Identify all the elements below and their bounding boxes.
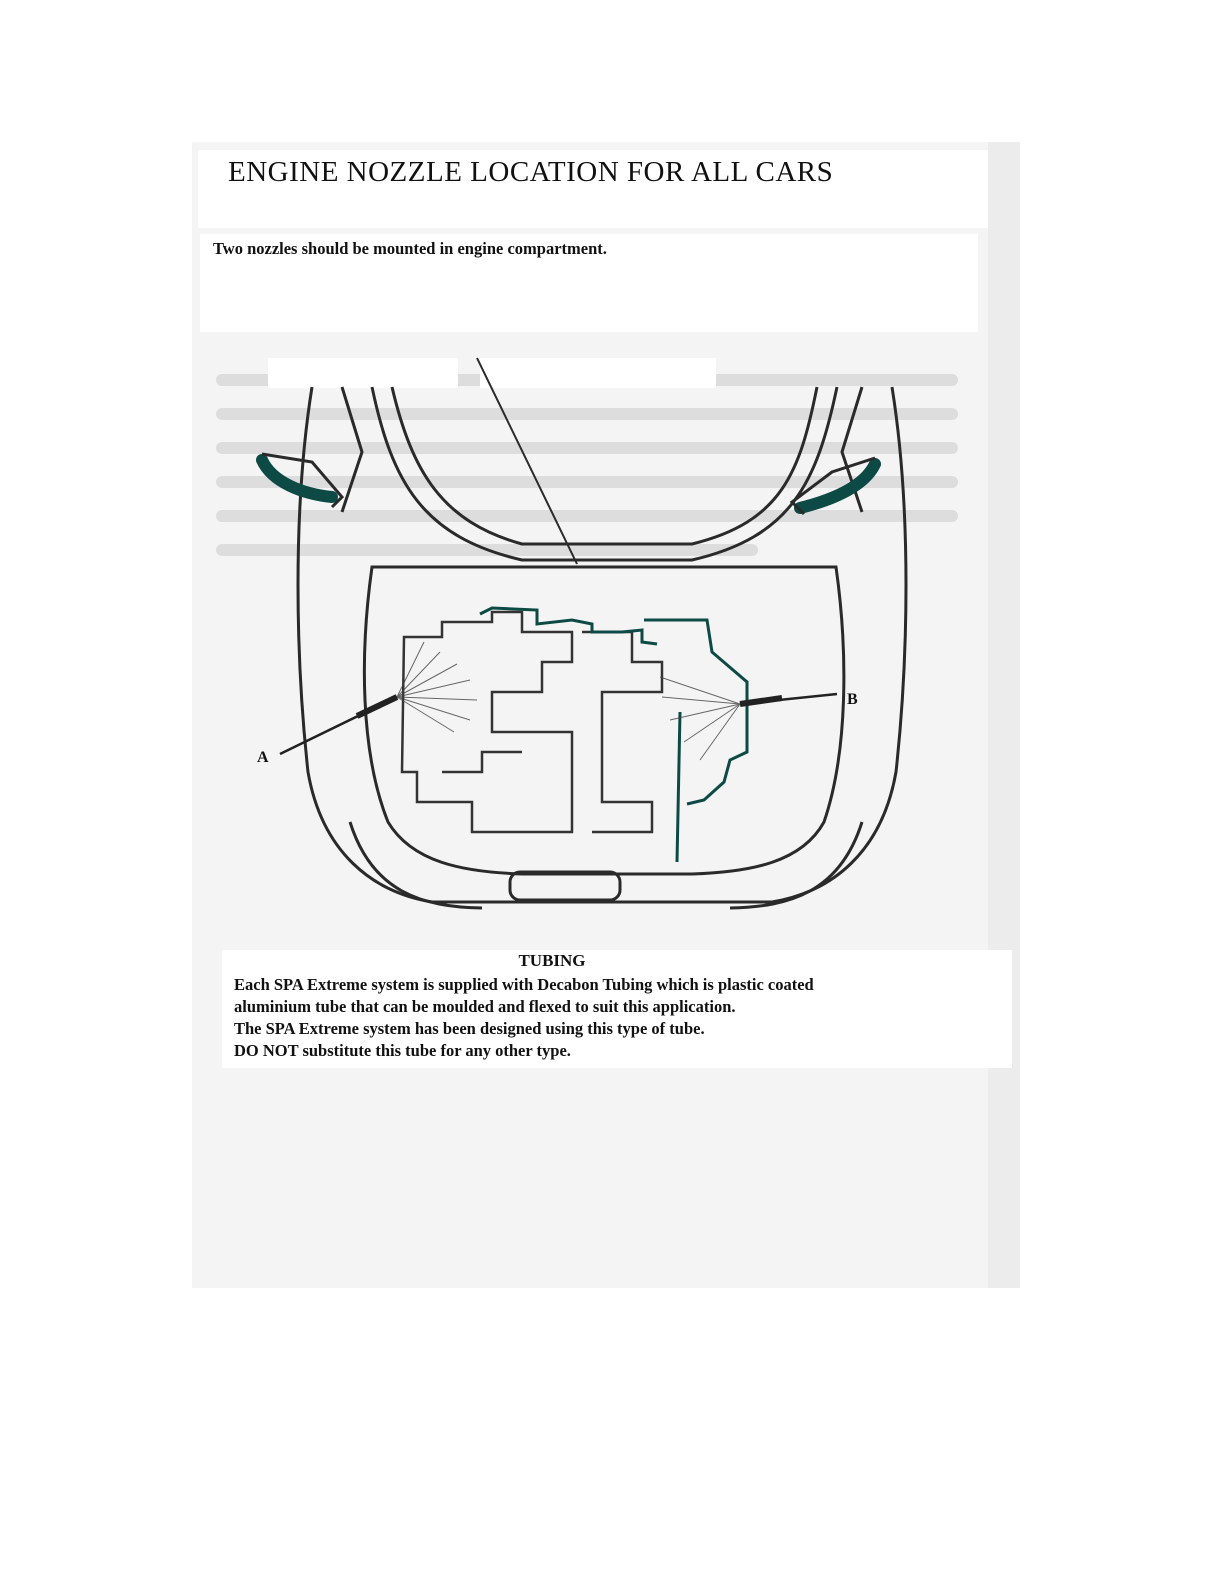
ghost-text: [222, 380, 952, 550]
page-title: ENGINE NOZZLE LOCATION FOR ALL CARS: [228, 156, 834, 188]
hood-outline: [364, 567, 843, 874]
intro-text: Two nozzles should be mounted in engine compartment.: [213, 239, 607, 258]
car-engine-diagram: [192, 332, 1020, 962]
tubing-line: The SPA Extreme system has been designed using this type of tube.: [234, 1019, 705, 1038]
tubing-heading: TUBING: [518, 951, 586, 970]
engine-block: [402, 612, 662, 832]
windshield: [372, 358, 837, 564]
nozzle-b-spray: [660, 677, 740, 760]
redaction-left: [268, 358, 458, 388]
tubing-route: [480, 608, 747, 862]
nozzle-a-spray: [397, 642, 477, 732]
front-bumper: [350, 822, 862, 908]
tubing-line: Each SPA Extreme system is supplied with Decabon Tubing which is plastic coated: [234, 975, 814, 994]
tubing-text: [234, 974, 814, 1062]
nozzle-a-leader: [280, 697, 397, 754]
nozzle-label-a: A: [257, 749, 269, 766]
nozzle-label-b: B: [847, 691, 858, 708]
nozzle-b-leader: [740, 694, 837, 704]
tubing-line: DO NOT substitute this tube for any other type.: [234, 1041, 571, 1060]
redaction-right: [480, 358, 716, 388]
tubing-line: aluminium tube that can be moulded and flexed to suit this application.: [234, 997, 736, 1016]
